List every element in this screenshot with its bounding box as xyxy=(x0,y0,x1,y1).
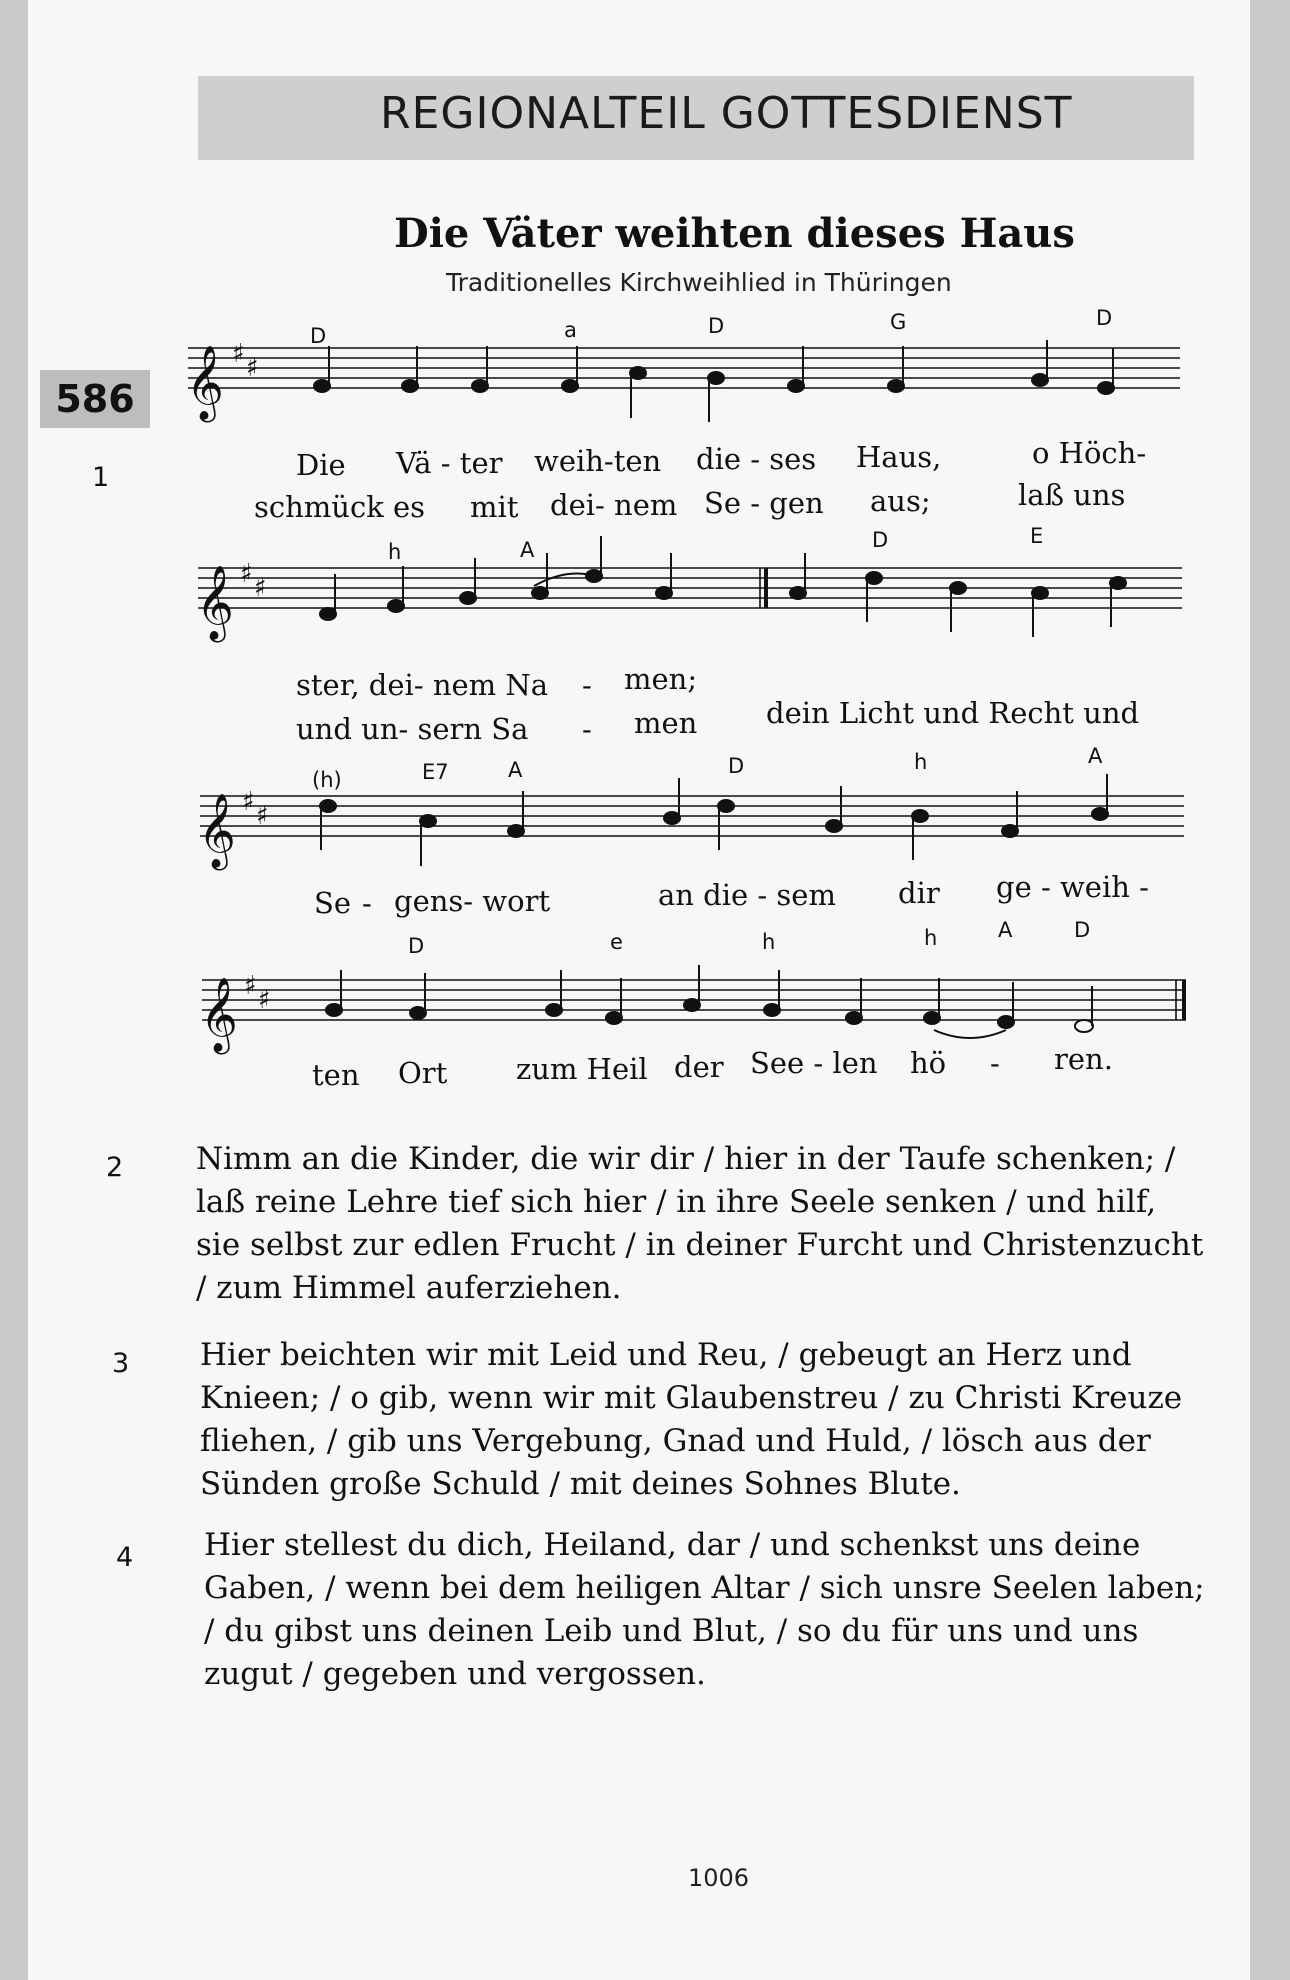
chord: D xyxy=(310,324,327,348)
svg-text:𝄞: 𝄞 xyxy=(196,566,234,640)
lyric: Die xyxy=(296,448,346,482)
chord: G xyxy=(890,310,907,334)
svg-text:♯: ♯ xyxy=(242,787,255,817)
lyric: die - ses xyxy=(696,442,817,476)
chord: h xyxy=(924,926,938,950)
verse-2-text: Nimm an die Kinder, die wir dir / hier in der Taufe schenken; / laß reine Lehre tief sich hier / in ihre Seele senken / und hilf, sie selbst zur edlen Frucht / in deiner Furcht und Christenzucht / zum Himmel auferziehen. xyxy=(196,1141,1204,1306)
lyric: Haus, xyxy=(856,440,942,474)
chord: A xyxy=(520,538,535,562)
chord: D xyxy=(708,314,725,338)
chord: A xyxy=(998,918,1013,942)
lyric: - xyxy=(362,886,372,920)
lyric: dein Licht und Recht und xyxy=(766,696,1140,730)
svg-text:♯: ♯ xyxy=(246,353,259,383)
lyric: und un- sern Sa xyxy=(296,712,529,746)
lyric: Se xyxy=(314,886,352,920)
page-number: 1006 xyxy=(688,1864,750,1892)
chord: (h) xyxy=(312,768,342,792)
lyric: Vä - ter xyxy=(396,446,503,480)
lyric: men xyxy=(634,706,698,740)
lyric: See - len xyxy=(750,1046,878,1080)
lyric: aus; xyxy=(870,484,931,518)
lyric: ren. xyxy=(1054,1042,1113,1076)
stanza-number-2: 2 xyxy=(106,1152,124,1183)
hymn-subtitle: Traditionelles Kirchweihlied in Thüringen xyxy=(446,268,952,297)
lyric: ten xyxy=(312,1058,360,1092)
lyric: schmück es xyxy=(254,490,426,524)
chord: e xyxy=(610,930,623,954)
chord: E7 xyxy=(422,760,449,784)
chord: D xyxy=(872,528,889,552)
chord: E xyxy=(1030,524,1044,548)
lyric: - xyxy=(582,712,592,746)
verse-3-text: Hier beichten wir mit Leid und Reu, / gebeugt an Herz und Knieen; / o gib, wenn wir mit Glaubenstreu / zu Christi Kreuze fliehen, / gib uns Vergebung, Gnad und Huld, / lösch aus der Sünden große Schuld / mit deines Sohnes Blute. xyxy=(200,1337,1183,1502)
lyric: Se - gen xyxy=(704,486,824,520)
svg-text:𝄞: 𝄞 xyxy=(186,346,224,420)
stanza-number-3: 3 xyxy=(112,1348,130,1379)
lyric: men; xyxy=(624,662,698,696)
hymn-number-badge: 586 xyxy=(40,370,150,428)
lyric: gens- wort xyxy=(394,884,551,918)
svg-text:♯: ♯ xyxy=(254,573,267,603)
chord: h xyxy=(388,540,402,564)
lyric: hö xyxy=(910,1046,947,1080)
lyric: - xyxy=(990,1046,1000,1080)
svg-text:♯: ♯ xyxy=(244,971,257,1001)
lyric: der xyxy=(674,1050,724,1084)
section-title: REGIONALTEIL GOTTESDIENST xyxy=(380,88,1073,139)
svg-text:♯: ♯ xyxy=(240,559,253,589)
lyric: laß uns xyxy=(1018,478,1126,512)
verse-4-text: Hier stellest du dich, Heiland, dar / und schenkst uns deine Gaben, / wenn bei dem heiligen Altar / sich unsre Seelen laben; / du gibst uns deinen Leib und Blut, / so du für uns und uns zugut / gegeben und vergossen. xyxy=(204,1527,1205,1692)
lyric: Ort xyxy=(398,1056,448,1090)
lyric: ge - weih - xyxy=(996,870,1149,904)
lyric: weih-ten xyxy=(534,444,662,478)
chord: h xyxy=(914,750,928,774)
lyric: an die - sem xyxy=(658,878,836,912)
svg-text:♯: ♯ xyxy=(232,339,245,369)
lyric: - xyxy=(582,668,592,702)
stanza-number-4: 4 xyxy=(116,1542,134,1573)
lyric: o Höch- xyxy=(1032,436,1147,470)
chord: D xyxy=(1074,918,1091,942)
chord: h xyxy=(762,930,776,954)
lyric: ster, dei- nem Na xyxy=(296,668,549,702)
chord: A xyxy=(508,758,523,782)
lyric: mit xyxy=(470,490,519,524)
svg-text:𝄞: 𝄞 xyxy=(198,794,236,868)
svg-text:♯: ♯ xyxy=(256,801,269,831)
svg-text:𝄞: 𝄞 xyxy=(200,978,238,1052)
chord: D xyxy=(728,754,745,778)
chord: A xyxy=(1088,744,1103,768)
chord: a xyxy=(564,318,577,342)
stanza-number-1: 1 xyxy=(92,462,110,493)
chord: D xyxy=(408,934,425,958)
svg-text:♯: ♯ xyxy=(258,985,271,1015)
lyric: zum Heil xyxy=(516,1052,648,1086)
hymn-title: Die Väter weihten dieses Haus xyxy=(394,210,1075,257)
lyric: dir xyxy=(898,876,940,910)
lyric: dei- nem xyxy=(550,488,678,522)
chord: D xyxy=(1096,306,1113,330)
